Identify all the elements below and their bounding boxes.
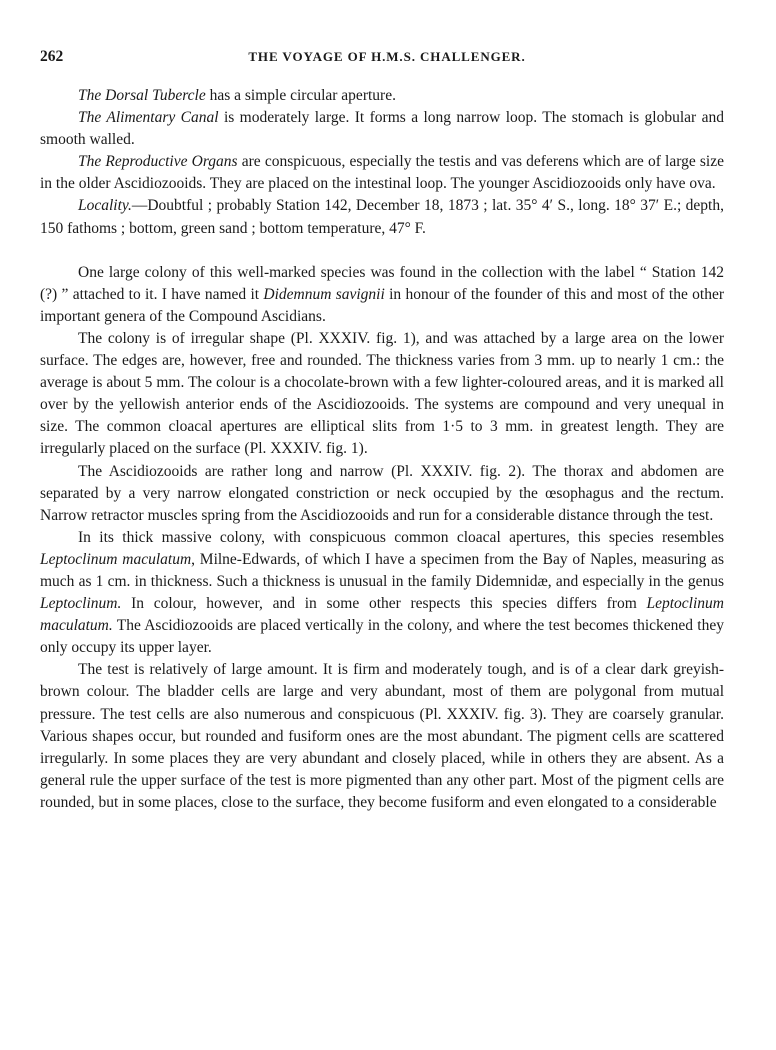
p4-text-b: , Milne-Edwards, of which I have a specimen from the Bay of Naples, measuring as much as 1 cm. in thickness. Such a thickness is unusual in the family Didemnidæ, and especially in the genus — [40, 550, 724, 590]
paragraph-colony-shape: The colony is of irregular shape (Pl. XXXIV. fig. 1), and was attached by a large area on the lower surface. The edges are, however, free and rounded. The thickness varies from 3 mm. up to nearly 1 cm.: the average is about 5 mm. The colour is a chocolate-brown with a few lighter-coloured areas, and it is marked all over by the yellowish anterior ends of the Ascidiozooids. The systems are compound and very unequal in size. The common cloacal apertures are elliptical slits from 1·5 to 3 mm. in greatest length. They are irregularly placed on the surface (Pl. XXXIV. fig. 1). — [40, 329, 724, 458]
page-header — [40, 48, 734, 70]
body-text — [40, 85, 724, 814]
dorsal-tubercle-paragraph — [40, 85, 724, 107]
p4-text-d: The Ascidiozooids are placed vertically in the colony, and where the test becomes thickened they only occupy its upper layer. — [40, 617, 724, 657]
species-leptoclinum-2: Leptoclinum maculatum. — [40, 595, 724, 635]
page-number: 262 — [40, 48, 64, 65]
reproductive-organs-text: are conspicuous, especially the testis and vas deferens which are of large size in the older Ascidiozooids. They are placed on the intestinal loop. The younger Ascidiozooids only have ova. — [40, 153, 724, 193]
locality-text: —Doubtful ; probably Station 142, December 18, 1873 ; lat. 35° 4′ S., long. 18° 37′ E.; depth, 150 fathoms ; bottom, green sand ; bottom temperature, 47° F. — [40, 197, 724, 237]
species-name: Didemnum savignii — [263, 285, 385, 303]
reproductive-organs-paragraph — [40, 151, 724, 195]
term-alimentary-canal: The Alimentary Canal — [78, 109, 219, 127]
paragraph-test: The test is relatively of large amount. It is firm and moderately tough, and is of a clear dark greyish-brown colour. The bladder cells are large and very abundant, most of them are polygonal from mutual pressure. The test cells are also numerous and conspicuous (Pl. XXXIV. fig. 3). They are coarsely granular. Various shapes occur, but rounded and fusiform ones are the most abundant. The pigment cells are scattered irregularly. In some places they are very abundant and closely placed, while in others they are absent. As a general rule the upper surface of the test is more pigmented than any other part. Most of the pigment cells are rounded, but in some places, close to the surface, they become fusiform and even elongated to a considerable — [40, 661, 724, 811]
locality-paragraph — [40, 195, 724, 239]
p1-text-b: in honour of the founder of this and most of the other important genera of the Compound Ascidians. — [40, 285, 724, 325]
genus-leptoclinum: Leptoclinum. — [40, 595, 122, 613]
term-reproductive-organs: The Reproductive Organs — [78, 153, 238, 171]
p4-text-c: In colour, however, and in some other respects this species differs from — [121, 595, 647, 613]
species-leptoclinum-1: Leptoclinum maculatum — [40, 550, 192, 568]
running-title: THE VOYAGE OF H.M.S. CHALLENGER. — [248, 49, 526, 64]
term-dorsal-tubercle: The Dorsal Tubercle — [78, 87, 206, 104]
paragraph-colony-found — [40, 262, 724, 328]
paragraph-comparison — [40, 527, 724, 660]
p1-text-a: One large colony of this well-marked species was found in the collection with the label “ Station 142 (?) ” attached to it. I have named it — [40, 263, 724, 303]
paragraph-ascidiozooids: The Ascidiozooids are rather long and narrow (Pl. XXXIV. fig. 2). The thorax and abdomen are separated by a very narrow elongated constriction or neck occupied by the œsophagus and the rectum. Narrow retractor muscles spring from the Ascidiozooids and run for a considerable distance through the test. — [40, 462, 724, 524]
alimentary-canal-paragraph — [40, 107, 724, 151]
p4-text-a: In its thick massive colony, with conspicuous common cloacal apertures, this species resembles — [78, 528, 724, 546]
alimentary-canal-text: is moderately large. It forms a long narrow loop. The stomach is globular and smooth walled. — [40, 109, 724, 149]
dorsal-tubercle-text: has a simple circular aperture. — [205, 87, 396, 104]
term-locality: Locality. — [78, 197, 132, 215]
